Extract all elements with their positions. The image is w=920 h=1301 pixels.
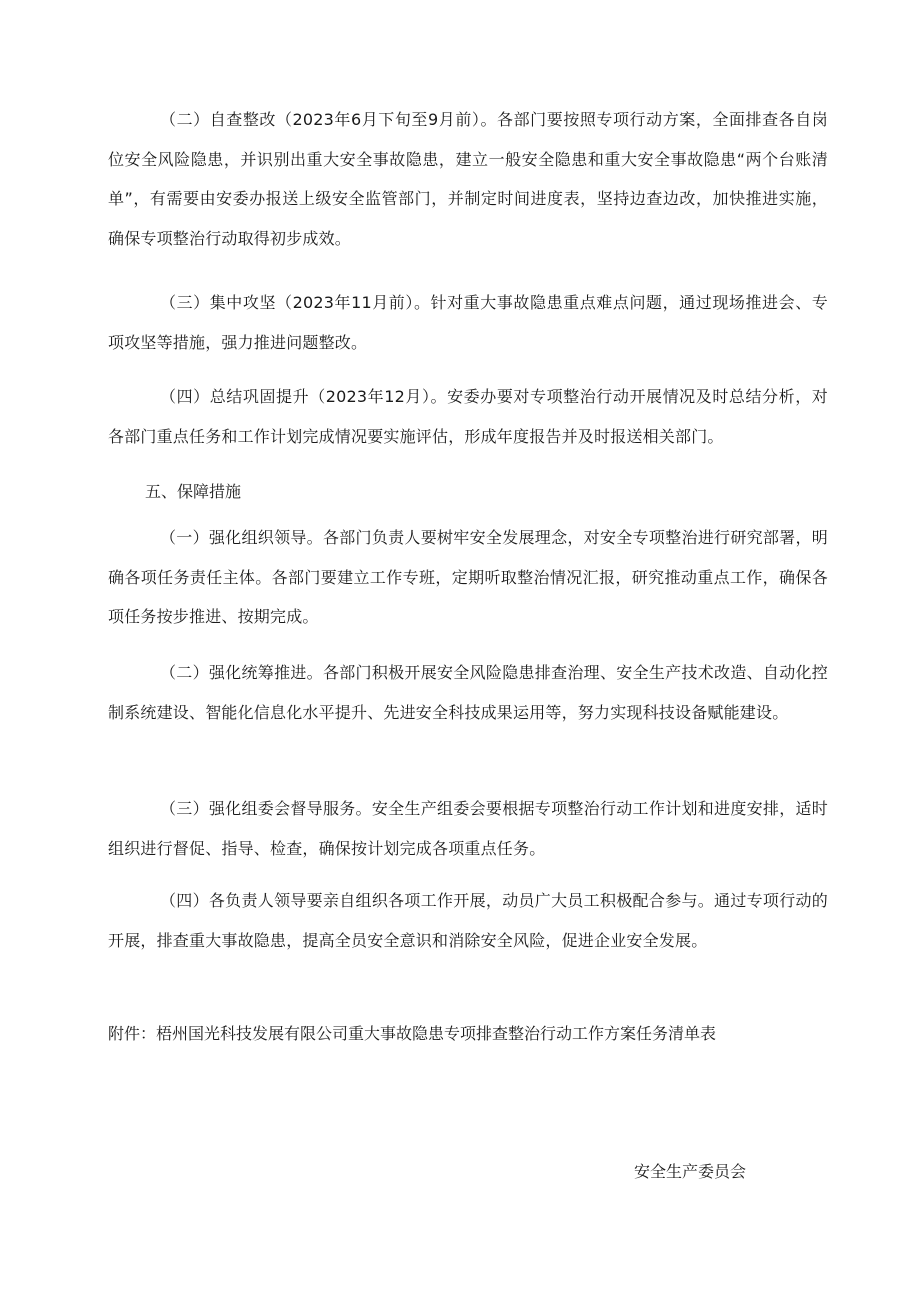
paragraph-supervision: （三）强化组委会督导服务。安全生产组委会要根据专项整治行动工作计划和进度安排，适时组织进行督促、指导、检查，确保按计划完成各项重点任务。 (108, 799, 828, 858)
paragraph-summary-consolidation: （四）总结巩固提升（2023年12月）。安委办要对专项整治行动开展情况及时总结分析，对各部门重点任务和工作计划完成情况要实施评估，形成年度报告并及时报送相关部门。 (108, 387, 828, 446)
paragraph-coordination: （二）强化统筹推进。各部门积极开展安全风险隐患排查治理、安全生产技术改造、自动化控制系统建设、智能化信息化水平提升、先进安全科技成果运用等，努力实现科技设备赋能建设。 (108, 663, 828, 722)
attachment-line: 附件：梧州国光科技发展有限公司重大事故隐患专项排查整治行动工作方案任务清单表 (108, 1024, 717, 1043)
paragraph-leader-responsibility: （四）各负责人领导要亲自组织各项工作开展，动员广大员工积极配合参与。通过专项行动的开展，排查重大事故隐患，提高全员安全意识和消除安全风险，促进企业安全发展。 (108, 891, 828, 950)
paragraph-self-inspection: （二）自查整改（2023年6月下旬至9月前）。各部门要按照专项行动方案，全面排查各自岗位安全风险隐患，并识别出重大安全事故隐患，建立一般安全隐患和重大安全事故隐患“两个台账清单”，有需要由安委办报送上级安全监管部门，并制定时间进度表，坚持边查边改，加快推进实施，确保专项整治行动取得初步成效。 (108, 110, 828, 248)
section-heading-safeguards: 五、保障措施 (145, 482, 242, 501)
paragraph-organization-leadership: （一）强化组织领导。各部门负责人要树牢安全发展理念，对安全专项整治进行研究部署，明确各项任务责任主体。各部门要建立工作专班，定期听取整治情况汇报，研究推动重点工作，确保各项任务按步推进、按期完成。 (108, 528, 828, 627)
paragraph-concentrated-attack: （三）集中攻坚（2023年11月前）。针对重大事故隐患重点难点问题，通过现场推进会、专项攻坚等措施，强力推进问题整改。 (108, 293, 828, 352)
signature-committee: 安全生产委员会 (634, 1162, 747, 1181)
